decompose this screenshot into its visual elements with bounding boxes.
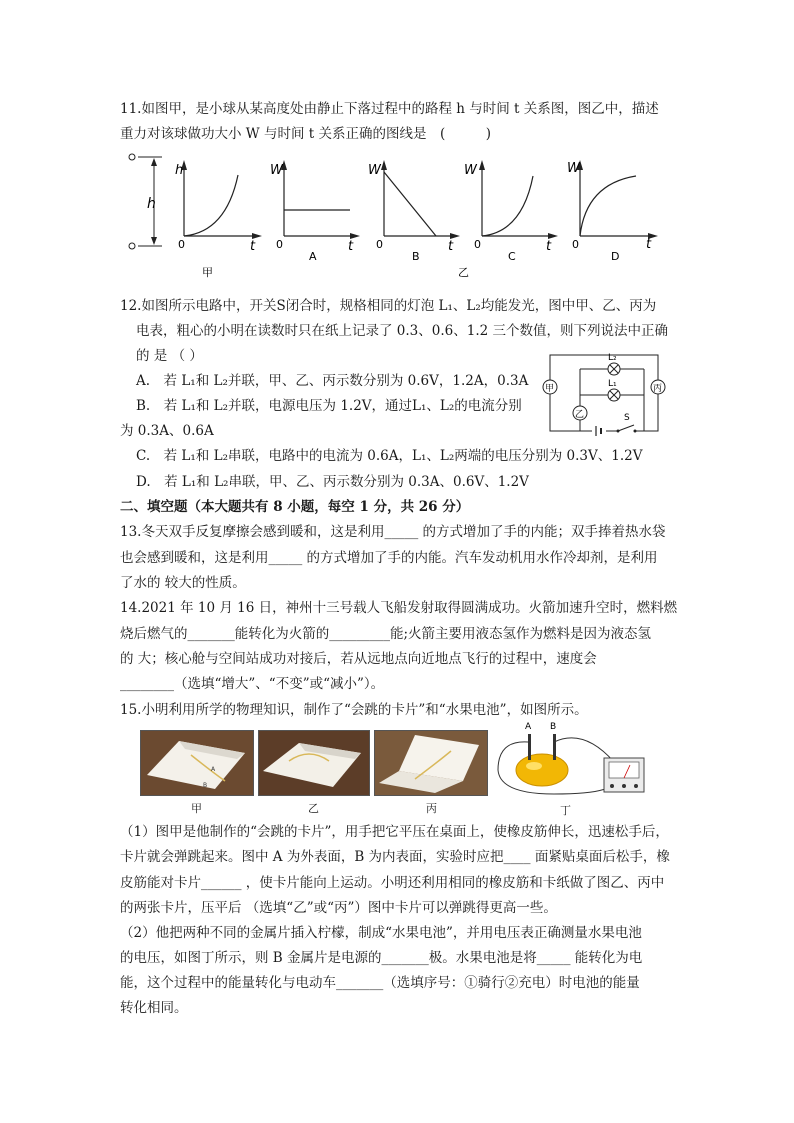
q13-line1: 13.冬天双手反复摩擦会感到暖和，这是利用_____ 的方式增加了手的内能；双手捧着热水袋 [120,524,666,540]
graph-a-xlabel: t [348,239,354,254]
q15-p1-line4: 的两张卡片，压平后 （选填“乙”或“丙”）图中卡片可以弹跳得更高一些。 [120,900,557,916]
graph-jia-caption: 甲 [202,266,213,279]
q14-line3: 的 大；核心舱与空间站成功对接后，若从远地点向近地点飞行的过程中，速度会 [120,651,597,667]
graph-b-xlabel: t [448,239,454,254]
graph-jia-zero: 0 [178,238,185,251]
q12-option-b-line2: 为 0.3A、0.6A [120,423,214,439]
graph-d-zero: 0 [572,238,579,251]
graph-yi-caption: 乙 [458,266,469,279]
switch-s-label: S [624,413,630,423]
q15-p1-line3: 皮筋能对卡片______ ，使卡片能向上运动。小明还利用相同的橡皮筋和卡纸做了图乙、丙中 [120,875,665,891]
graph-a-zero: 0 [276,238,283,251]
electrode-b-label: B [550,722,557,732]
q14-line2: 烧后燃气的_______能转化为火箭的_________能;火箭主要用液态氢作为燃料是因为液态氢 [120,626,652,642]
q15-p2-line1: （2）他把两种不同的金属片插入柠檬，制成“水果电池”，并用电压表正确测量水果电池 [120,925,642,941]
graph-c-ylabel: W [464,163,477,178]
graph-jia [175,160,262,279]
ball-fall-diagram [129,154,162,249]
graph-b-caption: B [412,250,420,263]
graph-d [567,160,658,263]
graph-d-caption: D [611,250,620,263]
lemon-icon [516,754,568,786]
graph-a-ylabel: W [270,163,283,178]
graph-a-caption: A [309,250,317,263]
jumping-card-photo-bing [374,730,488,796]
jumping-card-photo-yi [258,730,370,796]
q15-p1-line2: 卡片就会弹跳起来。图中 A 为外表面，B 为内表面，实验时应把____ 面紧贴桌面后松手，橡 [120,849,670,865]
q11-line1: 11.如图甲，是小球从某高度处由静止下落过程中的路程 h 与时间 t 关系图，图乙中，描述 [120,101,659,117]
graph-b-zero: 0 [376,238,383,251]
graph-c-xlabel: t [546,239,552,254]
graph-d-xlabel: t [646,237,652,252]
q15-p2-line2: 的电压，如图丁所示，则 B 金属片是电源的_______极。水果电池是将_____ 能转化为电 [120,950,643,966]
graph-c-zero: 0 [474,238,481,251]
photo-yi-caption: 乙 [308,802,319,815]
meter-yi-label: 乙 [575,410,585,420]
q12-option-a: A. 若 L₁和 L₂并联，甲、乙、丙示数分别为 0.6V，1.2A，0.3A [136,373,529,389]
section-2-title: 二、填空题（本大题共有 8 小题，每空 1 分，共 26 分） [120,499,470,515]
photo-bing-caption: 丙 [426,802,437,815]
q14-line1: 14.2021 年 10 月 16 日，神州十三号载人飞船发射取得圆满成功。火箭加速升空时，燃料燃 [120,600,678,616]
photo-jia-caption: 甲 [191,802,202,815]
q11-graphs-figure [118,150,678,285]
meter-jia-label: 甲 [545,384,555,394]
q15-p2-line4: 转化相同。 [120,1000,188,1016]
q12-line1: 12.如图所示电路中，开关S闭合时，规格相同的灯泡 L₁、L₂均能发光，图中甲、乙、丙为 [120,298,657,314]
graph-c-caption: C [508,250,516,263]
q12-option-c: C. 若 L₁和 L₂串联，电路中的电流为 0.6A，L₁、L₂两端的电压分别为 0.3V、1.2V [136,448,643,464]
lamp-l2-label: L₂ [608,353,617,363]
photo-ding-caption: 丁 [560,804,571,817]
graph-a [270,160,360,263]
card-face-b-label: B [203,782,208,789]
h-distance-label: h [147,196,156,212]
q12-line3: 的 是 （ ） [136,348,203,364]
q15-p2-line3: 能，这个过程中的能量转化与电动车_______（选填序号：①骑行②充电）时电池的能量 [120,975,640,991]
q11-line2: 重力对该球做功大小 W 与时间 t 关系正确的图线是 ( ) [120,126,491,142]
q13-line3: 了水的 较大的性质。 [120,575,246,591]
graph-jia-xlabel: t [250,239,256,254]
graph-jia-ylabel: h [175,163,184,178]
q12-option-d: D. 若 L₁和 L₂串联，甲、乙、丙示数分别为 0.3A、0.6V、1.2V [136,474,529,490]
q12-option-b-line1: B. 若 L₁和 L₂并联，电源电压为 1.2V，通过L₁、L₂的电流分别 [136,398,522,414]
q12-line2: 电表，粗心的小明在读数时只在纸上记录了 0.3、0.6、1.2 三个数值，则下列说法中正确 [136,323,668,339]
lemon-battery-figure [494,720,654,802]
card-face-a-label: A [211,766,216,773]
graph-d-ylabel: W [567,161,580,176]
q15-line1: 15.小明利用所学的物理知识，制作了“会跳的卡片”和“水果电池”，如图所示。 [120,702,588,718]
meter-bing-label: 丙 [653,384,663,394]
q15-p1-line1: （1）图甲是他制作的“会跳的卡片”，用手把它平压在桌面上，使橡皮筋伸长，迅速松手后， [120,824,669,840]
jumping-card-photo-jia [140,730,254,796]
graph-b [368,160,469,279]
graph-b-ylabel: W [368,163,381,178]
q13-line2: 也会感到暖和，这是利用_____ 的方式增加了手的内能。汽车发动机用水作冷却剂，是利用 [120,550,658,566]
q14-line4: ________（选填“增大”、“不变”或“减小”）。 [120,676,385,692]
lamp-l1-label: L₁ [608,379,617,389]
electrode-a-label: A [525,722,532,732]
graph-c [464,160,558,263]
q12-circuit-diagram [538,349,666,439]
